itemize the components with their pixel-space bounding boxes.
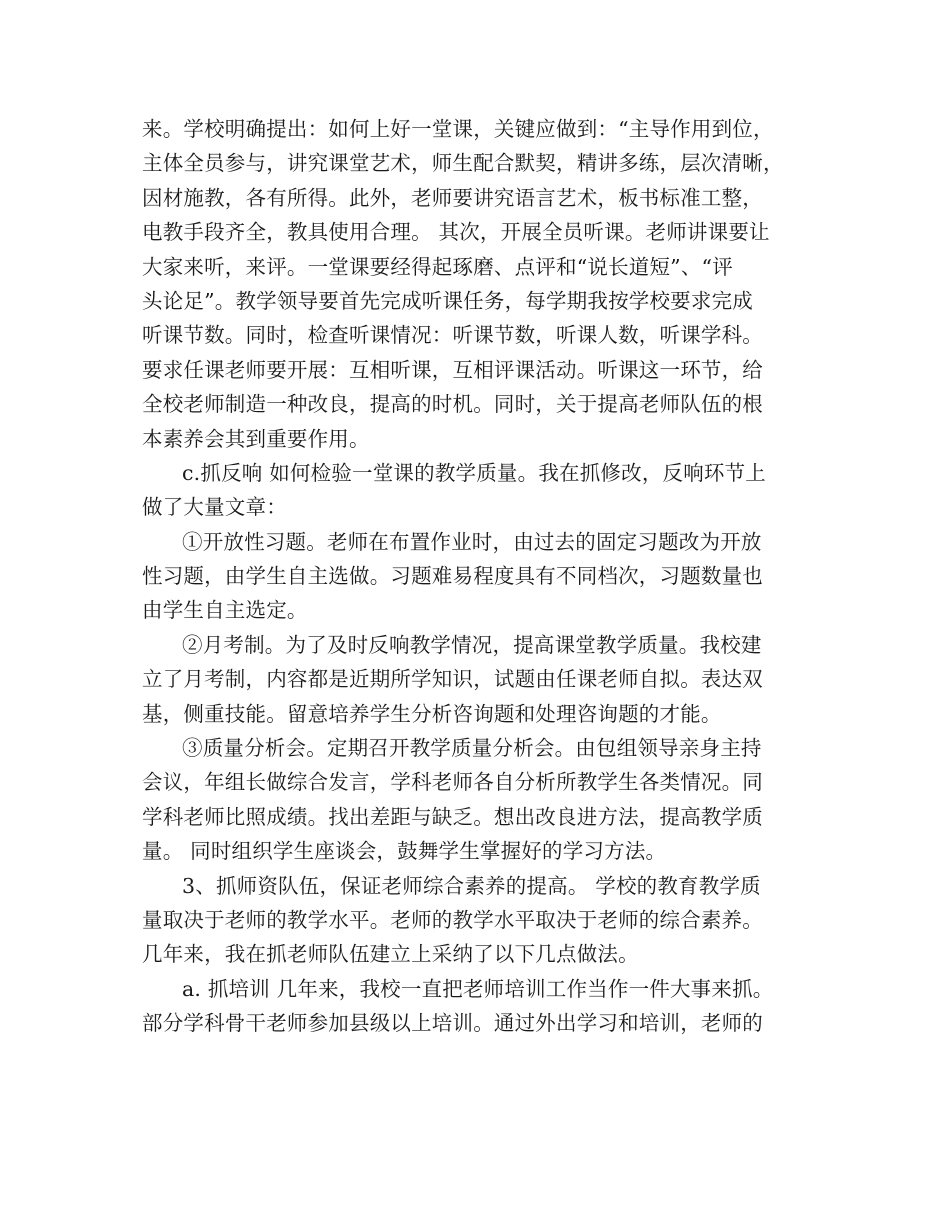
text-line: 会议，年组长做综合发言，学科老师各自分析所教学生各类情况。同 [142, 770, 763, 795]
text-line: c.抓反响 如何检验一堂课的教学质量。我在抓修改，反响环节上 [182, 460, 767, 485]
text-line: 因材施教，各有所得。此外，老师要讲究语言艺术，板书标准工整， [142, 185, 763, 210]
text-line: 全校老师制造一种改良，提高的时机。同时，关于提高老师队伍的根 [142, 392, 763, 417]
text-line: 本素养会其到重要作用。 [142, 426, 370, 451]
text-line: 学科老师比照成绩。找出差距与缺乏。想出改良进方法，提高教学质 [142, 804, 763, 829]
text-line: 立了月考制，内容都是近期所学知识，试题由任课老师自拟。表达双 [142, 667, 763, 692]
text-line: 主体全员参与，讲究课堂艺术，师生配合默契，精讲多练，层次清晰， [142, 151, 784, 176]
text-line: 量。 同时组织学生座谈会，鼓舞学生掌握好的学习方法。 [142, 839, 667, 864]
text-line: ①开放性习题。老师在布置作业时，由过去的固定习题改为开放 [182, 529, 762, 554]
text-line: 要求任课老师要开展：互相听课，互相评课活动。听课这一环节，给 [142, 357, 763, 382]
text-line: 做了大量文章： [142, 495, 287, 520]
document-body [142, 112, 822, 1041]
text-line: a. 抓培训 几年来，我校一直把老师培训工作当作一件大事来抓。 [182, 976, 774, 1001]
text-line: 听课节数。同时，检查听课情况：听课节数，听课人数，听课学科。 [142, 323, 763, 348]
text-line: 部分学科骨干老师参加县级以上培训。通过外出学习和培训，老师的 [142, 1011, 763, 1036]
text-line: 电教手段齐全，教具使用合理。 其次，开展全员听课。老师讲课要让 [142, 220, 770, 245]
text-line: 几年来，我在抓老师队伍建立上采纳了以下几点做法。 [142, 942, 639, 967]
text-line: 由学生自主选定。 [142, 598, 308, 623]
text-line: 性习题，由学生自主选做。习题难易程度具有不同档次，习题数量也 [142, 564, 763, 589]
text-line: 量取决于老师的教学水平。老师的教学水平取决于老师的综合素养。 [142, 907, 763, 932]
text-line: 来。学校明确提出：如何上好一堂课，关键应做到：“主导作用到位， [142, 117, 774, 141]
text-line: 基，侧重技能。留意培养学生分析咨询题和处理咨询题的才能。 [142, 701, 722, 726]
text-line: 头论足”。教学领导要首先完成听课任务，每学期我按学校要求完成 [142, 288, 753, 313]
text-line: 3、抓师资队伍，保证老师综合素养的提高。 学校的教育教学质 [182, 873, 761, 898]
text-line: ③质量分析会。定期召开教学质量分析会。由包组领导亲身主持 [182, 736, 762, 761]
text-line: ②月考制。为了及时反响教学情况，提高课堂教学质量。我校建 [182, 632, 762, 657]
text-line: 大家来听，来评。一堂课要经得起琢磨、点评和“说长道短”、“评 [142, 254, 733, 279]
